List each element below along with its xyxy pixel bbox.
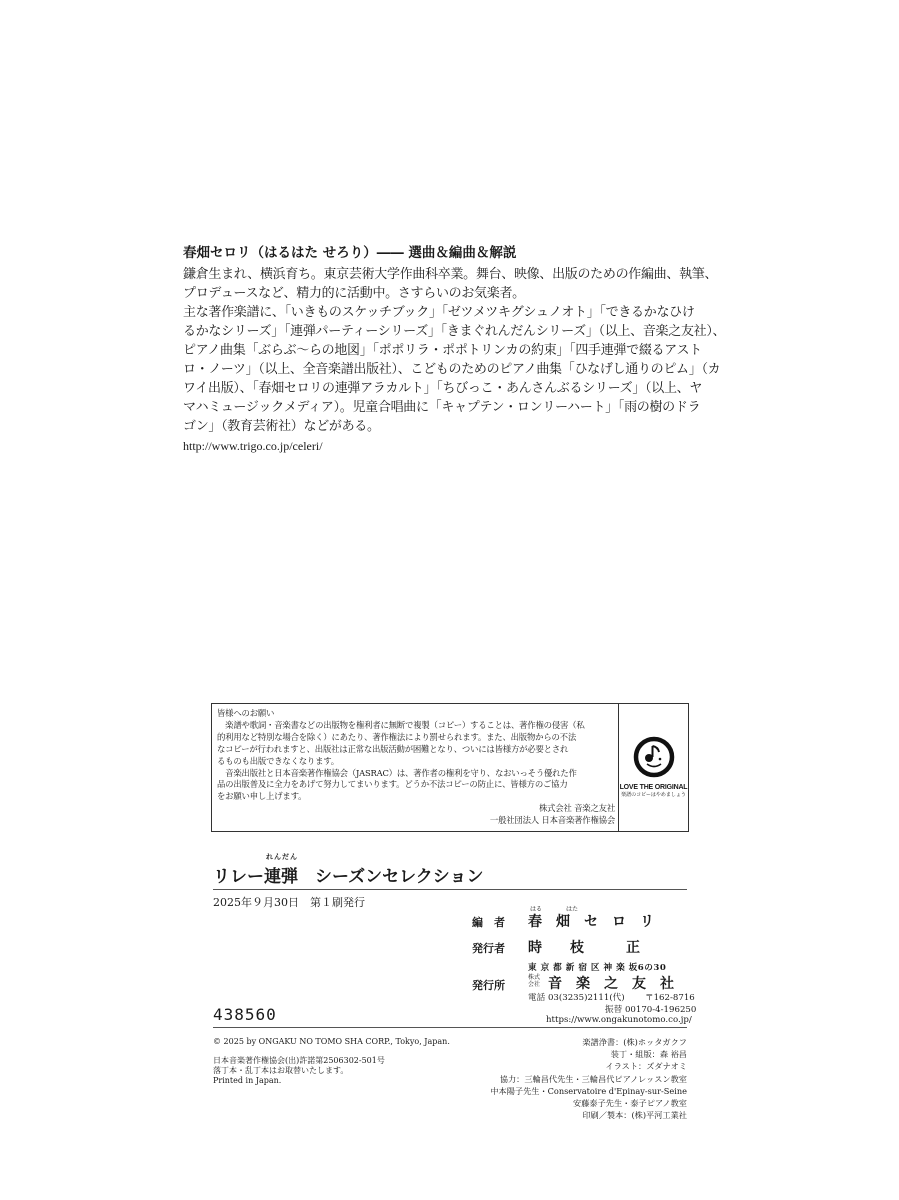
phone-line xyxy=(528,991,625,1003)
credit-line: 印刷／製本：(株)平河工業社 xyxy=(582,1110,687,1121)
title-part: リレー xyxy=(213,867,264,887)
notice-text xyxy=(217,708,615,827)
bio-title: 春畑セロリ（はるはた せろり）―― 選曲＆編曲＆解説 xyxy=(183,245,517,261)
notice-line: 楽譜や歌詞・音楽書などの出版物を権利者に無断で複製（コピー）することは、著作権の侵害（私 xyxy=(217,719,585,730)
transfer-number: 00170-4-196250 xyxy=(624,1005,697,1015)
notice-signature: 株式会社 音楽之友社 xyxy=(538,803,615,814)
bio-line: ゴン」（教育芸術社）などがある。 xyxy=(183,419,380,434)
title-ruby-base: れんだん 連弾 xyxy=(264,853,298,887)
editor-name: 春 畑 セ ロ リ xyxy=(528,914,654,930)
publication-date: 2025年９月30日 第１刷発行 xyxy=(213,896,365,909)
legal-notes xyxy=(213,1037,450,1086)
notice-heading: 皆様へのお願い xyxy=(217,708,275,718)
replacement-note: 落丁本・乱丁本はお取替いたします。 xyxy=(213,1066,349,1075)
credit-line: イラスト：ズダナオミ xyxy=(605,1061,687,1072)
bio-line: 主な著作楽譜に、「いきものスケッチブック」「ゼツメツキグシュノオト」「できるかなひけ xyxy=(183,305,695,320)
publisher-label: 発行者 xyxy=(472,942,505,955)
music-note-face-icon xyxy=(633,736,675,778)
bio-line: るかなシリーズ」「連弾パーティーシリーズ」「きまぐれんだんシリーズ」（以上、音楽之友社）、 xyxy=(183,324,726,339)
author-bio xyxy=(183,243,726,455)
production-credits xyxy=(490,1036,687,1121)
product-code: 438560 xyxy=(213,1005,277,1024)
notice-line: るものも出版できなくなります。 xyxy=(217,755,339,766)
copyright-line: © 2025 by ONGAKU NO TOMO SHA CORP., Tokyo, Japan. xyxy=(213,1037,450,1046)
logo-text: LOVE THE ORIGINAL xyxy=(619,784,688,791)
address: 東 京 都 新 宿 区 神 楽 坂6の30 xyxy=(528,963,667,973)
transfer-label: 振替 xyxy=(605,1005,623,1015)
credit-line: 安藤泰子先生・泰子ピアノ教室 xyxy=(573,1098,687,1109)
notice-line: なコピーが行われますと、出版社は正常な出版活動が困難となり、ついには皆様方が必要とされ xyxy=(217,743,569,754)
colophon-rule-top xyxy=(213,889,687,890)
bio-line: ロ・ノーツ」（以上、全音楽譜出版社）、こどものためのピアノ曲集「ひなげし通りのピム」（カ xyxy=(183,362,721,377)
publishing-house-label: 発行所 xyxy=(472,979,505,992)
publisher-website[interactable]: https://www.ongakunotomo.co.jp/ xyxy=(546,1015,692,1025)
notice-line: 音楽出版社と日本音楽著作権協会（JASRAC）は、著作者の権利を守り、なおいっそう優れた作 xyxy=(217,767,577,778)
printed-in: Printed in Japan. xyxy=(213,1076,282,1085)
phone-label: 電話 xyxy=(528,993,546,1003)
colophon-rule-bottom xyxy=(213,1027,687,1028)
author-website-link[interactable]: http://www.trigo.co.jp/celeri/ xyxy=(183,439,323,453)
company-prefix: 株式 会社 xyxy=(528,974,541,988)
title-ruby: れんだん xyxy=(266,853,298,861)
bio-line: プロデュースなど、精力的に活動中。さすらいのお気楽者。 xyxy=(183,286,525,301)
jasrac-license: 日本音楽著作権協会(出)許諾第2506302-501号 xyxy=(213,1056,385,1065)
copy-notice-box xyxy=(211,703,689,832)
postal-code: 〒162-8716 xyxy=(645,993,695,1003)
notice-line: 品の出版普及に全力をあげて努力してまいります。どうか不法コピーの防止に、皆様方のご協力 xyxy=(217,779,568,790)
notice-signature: 一般社団法人 日本音楽著作権協会 xyxy=(489,815,615,826)
notice-line: をお願い申し上げます。 xyxy=(217,791,307,802)
bio-line: マハミュージックメディア）。児童合唱曲に「キャプテン・ロンリーハート」「雨の樹のドラ xyxy=(183,400,701,415)
title-part: シーズンセレクション xyxy=(298,867,484,887)
notice-line: 的利用など特別な場合を除く）にあたり、著作権法により罰せられます。また、出版物からの不法 xyxy=(217,731,577,742)
bio-line: ピアノ曲集「ぶらぶ～らの地図」「ポポリラ・ポポトリンカの約束」「四手連弾で綴るアスト xyxy=(183,343,702,358)
credit-line: 楽譜浄書：(株)ホッタガクフ xyxy=(582,1037,687,1047)
editor-ruby: はた xyxy=(566,906,579,913)
phone-number: 03(3235)2111(代) xyxy=(547,993,625,1003)
logo-subtext: 楽譜のコピーはやめましょう xyxy=(621,792,686,798)
editor-ruby: はる xyxy=(530,906,543,913)
editor-label: 編 者 xyxy=(472,916,505,929)
love-the-original-logo xyxy=(619,704,688,831)
book-title xyxy=(213,853,484,887)
transfer-line xyxy=(605,1003,696,1015)
credit-line: 中本陽子先生・Conservatoire d'Epinay-sur-Seine xyxy=(490,1085,687,1096)
bio-line: 鎌倉生まれ、横浜育ち。東京芸術大学作曲科卒業。舞台、映像、出版のための作編曲、執筆、 xyxy=(183,267,718,282)
publisher-name: 時 枝 正 xyxy=(528,940,640,956)
publishing-house-name: 音 楽 之 友 社 xyxy=(548,976,674,992)
credit-line: 装丁・組版：森 裕昌 xyxy=(610,1049,687,1060)
bio-line: ワイ出版）、「春畑セロリの連弾アラカルト」「ちびっこ・あんさんぶるシリーズ」（以上、ヤ xyxy=(183,381,703,396)
credit-line: 協力：三輪昌代先生・三輪昌代ピアノレッスン教室 xyxy=(499,1073,687,1084)
